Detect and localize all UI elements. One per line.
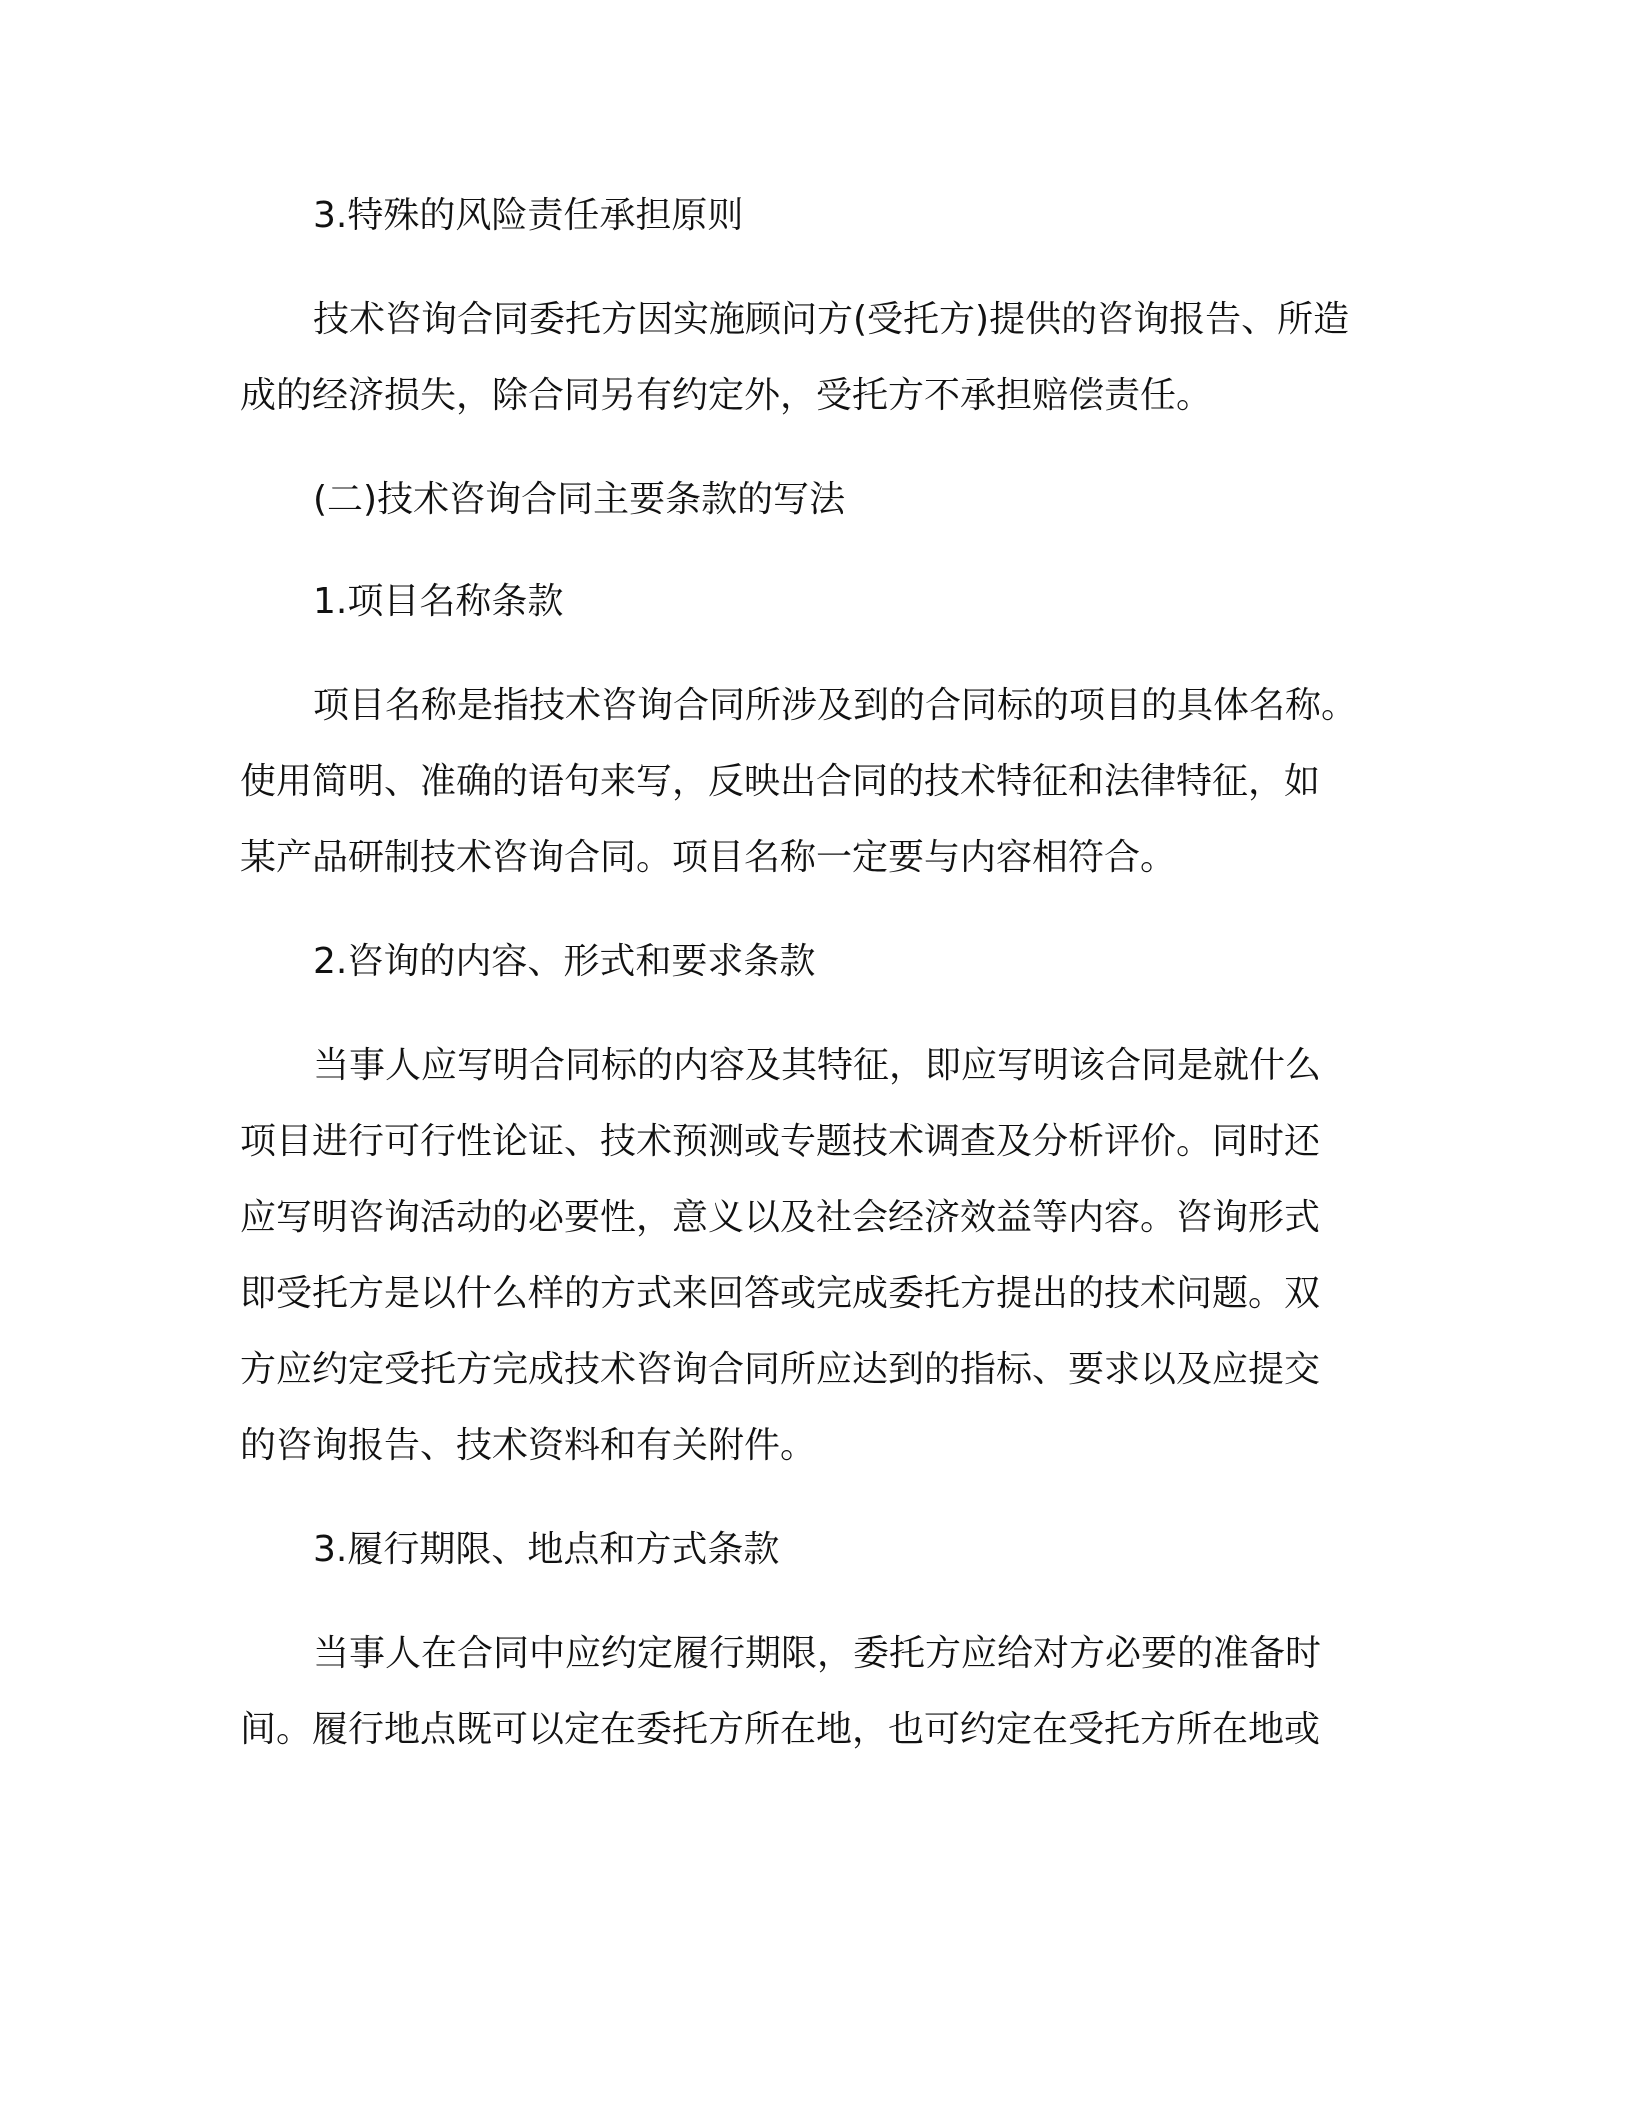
- paragraph-line: 某产品研制技术咨询合同。项目名称一定要与内容相符合。: [240, 837, 1177, 878]
- section-heading-risk-principle: 3.特殊的风险责任承担原则: [313, 195, 744, 236]
- paragraph-line: 当事人在合同中应约定履行期限，委托方应给对方必要的准备时: [313, 1633, 1322, 1674]
- paragraph-line: 方应约定受托方完成技术咨询合同所应达到的指标、要求以及应提交: [240, 1349, 1321, 1390]
- paragraph-line: 应写明咨询活动的必要性，意义以及社会经济效益等内容。咨询形式: [240, 1197, 1321, 1238]
- paragraph-line: 间。履行地点既可以定在委托方所在地，也可约定在受托方所在地或: [240, 1709, 1321, 1750]
- section-heading-performance-terms: 3.履行期限、地点和方式条款: [313, 1529, 780, 1570]
- paragraph-line: 成的经济损失，除合同另有约定外，受托方不承担赔偿责任。: [240, 375, 1213, 416]
- paragraph-line: 项目名称是指技术咨询合同所涉及到的合同标的项目的具体名称。: [313, 685, 1358, 726]
- paragraph-line: 技术咨询合同委托方因实施顾问方(受托方)提供的咨询报告、所造: [313, 299, 1350, 340]
- section-heading-project-name: 1.项目名称条款: [313, 581, 564, 622]
- paragraph-line: 使用简明、准确的语句来写，反映出合同的技术特征和法律特征，如: [240, 761, 1321, 802]
- paragraph-line: 项目进行可行性论证、技术预测或专题技术调查及分析评价。同时还: [240, 1121, 1321, 1162]
- paragraph-line: 的咨询报告、技术资料和有关附件。: [240, 1425, 817, 1466]
- section-heading-consulting-content: 2.咨询的内容、形式和要求条款: [313, 941, 816, 982]
- paragraph-line: 当事人应写明合同标的内容及其特征，即应写明该合同是就什么: [313, 1045, 1322, 1086]
- section-heading-main-clauses: (二)技术咨询合同主要条款的写法: [313, 479, 846, 520]
- paragraph-line: 即受托方是以什么样的方式来回答或完成委托方提出的技术问题。双: [240, 1273, 1321, 1314]
